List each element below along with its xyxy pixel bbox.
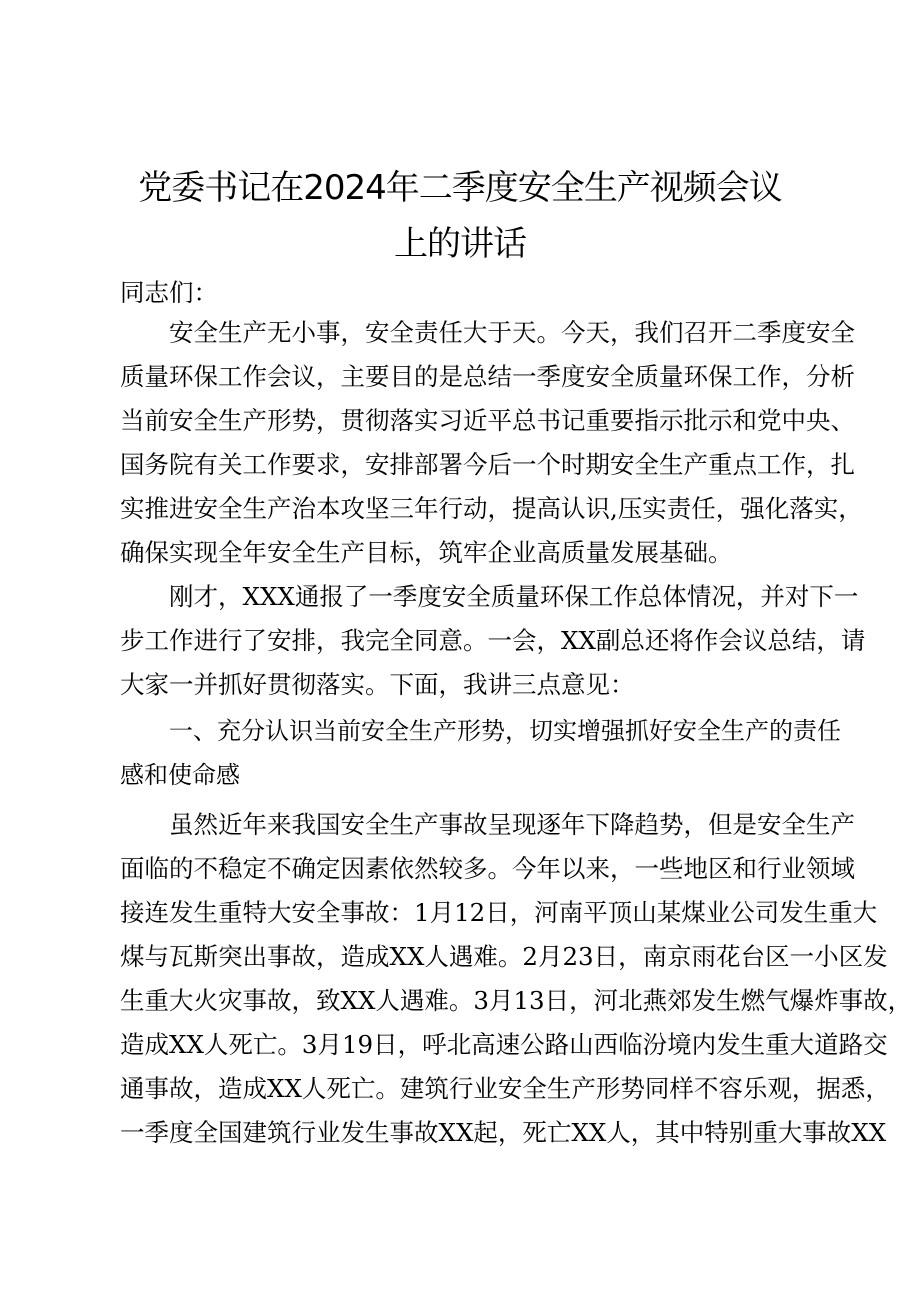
paragraph-3-line: 接连发生重特大安全事故：1月12日，河南平顶山某煤业公司发生重大 (120, 898, 878, 927)
paragraph-3-line: 一季度全国建筑行业发生事故XX起，死亡XX人，其中特别重大事故XX (120, 1118, 887, 1147)
paragraph-1-line: 国务院有关工作要求，安排部署今后一个时期安全生产重点工作，扎 (120, 450, 855, 479)
paragraph-1-line: 确保实现全年安全生产目标，筑牢企业高质量发展基础。 (120, 538, 733, 567)
paragraph-3-line: 造成XX人死亡。3月19日，呼北高速公路山西临汾境内发生重大道路交 (120, 1030, 888, 1059)
paragraph-3-line: 虽然近年来我国安全生产事故呈现逐年下降趋势，但是安全生产 (169, 810, 855, 839)
paragraph-3-line: 通事故，造成XX人死亡。建筑行业安全生产形势同样不容乐观，据悉， (120, 1074, 890, 1103)
document-title-line-2: 上的讲话 (394, 224, 526, 264)
section-heading-line: 一、充分认识当前安全生产形势，切实增强抓好安全生产的责任 (169, 717, 841, 745)
document-title-line-1: 党委书记在2024年二季度安全生产视频会议 (138, 168, 782, 208)
section-heading-line: 感和使命感 (120, 761, 240, 789)
paragraph-3-line: 生重大火灾事故，致XX人遇难。3月13日，河北燕郊发生燃气爆炸事故， (120, 986, 913, 1015)
paragraph-1-line: 安全生产无小事，安全责任大于天。今天，我们召开二季度安全 (169, 318, 855, 347)
paragraph-2-line: 步工作进行了安排，我完全同意。一会，XX副总还将作会议总结，请 (120, 626, 866, 655)
paragraph-2-line: 刚才，XXX通报了一季度安全质量环保工作总体情况，并对下一 (169, 582, 859, 611)
salutation: 同志们： (120, 278, 218, 307)
paragraph-1-line: 实推进安全生产治本攻坚三年行动，提高认识,压实责任，强化落实， (120, 494, 863, 523)
paragraph-3-line: 煤与瓦斯突出事故，造成XX人遇难。2月23日，南京雨花台区一小区发 (120, 942, 888, 971)
paragraph-3-line: 面临的不稳定不确定因素依然较多。今年以来，一些地区和行业领域 (120, 854, 855, 883)
paragraph-2-line: 大家一并抓好贯彻落实。下面，我讲三点意见： (120, 670, 635, 699)
paragraph-1-line: 质量环保工作会议，主要目的是总结一季度安全质量环保工作，分析 (120, 362, 855, 391)
paragraph-1-line: 当前安全生产形势，贯彻落实习近平总书记重要指示批示和党中央、 (120, 406, 855, 435)
